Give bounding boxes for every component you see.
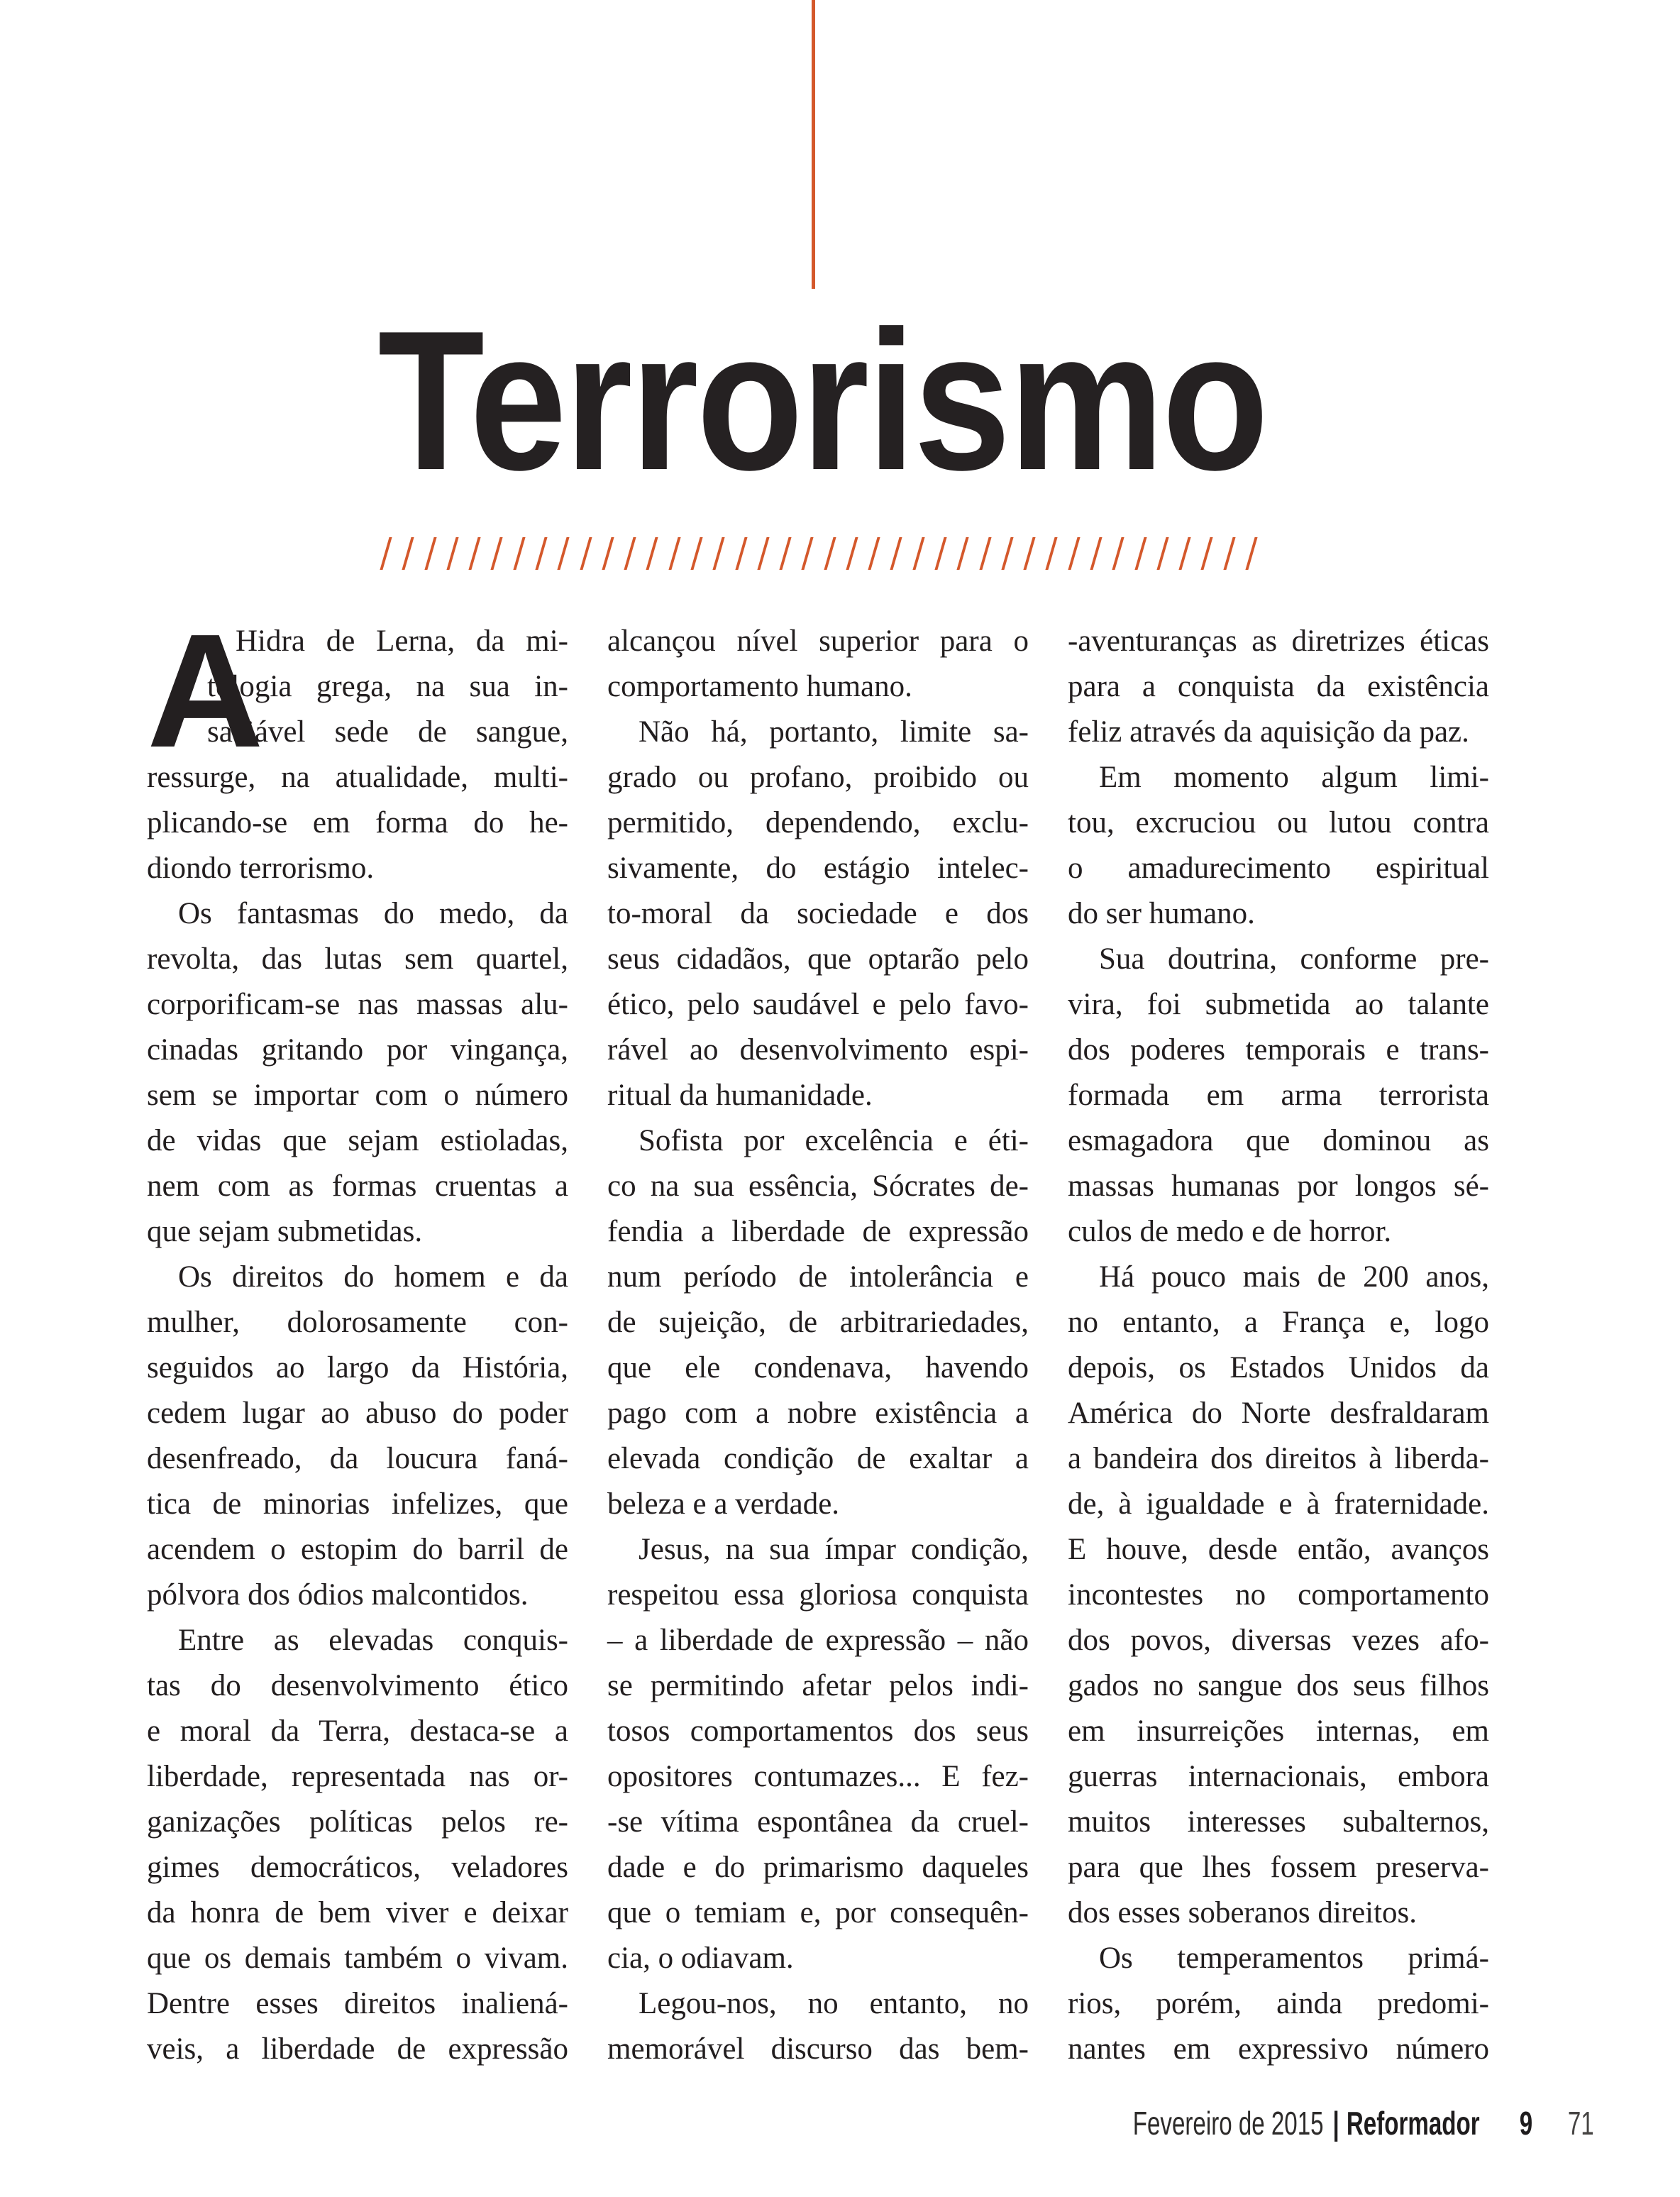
text-line: Sofista por excelência e éti- (639, 1124, 1029, 1157)
text-line: para a conquista da existência (1068, 670, 1489, 703)
slash-mark (1179, 537, 1191, 570)
slash-mark (513, 537, 525, 570)
text-line: Há pouco mais de 200 anos, (1099, 1260, 1489, 1294)
text-line: Em momento algum limi- (1099, 761, 1489, 794)
slash-mark (1068, 537, 1080, 570)
text-line: cia, o odiavam. (607, 1942, 794, 1975)
text-line: dos povos, diversas vezes afo- (1068, 1624, 1489, 1657)
slash-mark (1245, 537, 1257, 570)
slash-mark (402, 537, 414, 570)
slash-mark (802, 537, 814, 570)
text-line: tosos comportamentos dos seus (607, 1714, 1029, 1748)
text-line: liberdade, representada nas or- (147, 1760, 568, 1793)
text-line: em insurreições internas, em (1068, 1714, 1489, 1748)
text-line: Dentre esses direitos inaliená- (147, 1987, 568, 2020)
text-line: dos esses soberanos direitos. (1068, 1896, 1418, 1929)
text-line: pago com a nobre existência a (607, 1397, 1029, 1430)
slash-mark (469, 537, 481, 570)
text-line: Hidra de Lerna, da mi- (236, 624, 568, 658)
text-line: grado ou profano, proibido ou (607, 761, 1029, 794)
text-line: cinadas gritando por vingança, (147, 1033, 568, 1067)
text-line: sivamente, do estágio intelec- (607, 852, 1029, 885)
article-title: Terrorismo (377, 290, 1267, 512)
text-line: de, à igualdade e à fraternidade. (1068, 1487, 1489, 1521)
text-line: diondo terrorismo. (147, 852, 375, 885)
slash-mark (380, 537, 392, 570)
slash-mark (1112, 537, 1124, 570)
text-line: seguidos ao largo da História, (147, 1351, 568, 1384)
text-line: formada em arma terrorista (1068, 1079, 1489, 1112)
text-line: no entanto, a França e, logo (1068, 1306, 1489, 1339)
text-line: mulher, dolorosamente con- (147, 1306, 568, 1339)
text-line: do ser humano. (1068, 897, 1255, 930)
text-line: esmagadora que dominou as (1068, 1124, 1489, 1157)
footer-separator: | (1332, 2105, 1340, 2142)
footer-issue-date: Fevereiro de 2015 (1133, 2105, 1324, 2142)
text-line: rios, porém, ainda predomi- (1068, 1987, 1489, 2020)
slash-mark (779, 537, 791, 570)
text-line: de sujeição, de arbitrariedades, (607, 1306, 1029, 1339)
text-line: nem com as formas cruentas a (147, 1169, 568, 1203)
text-line: tas do desenvolvimento ético (147, 1669, 568, 1702)
text-line: cedem lugar ao abuso do poder (147, 1397, 568, 1430)
slash-mark (690, 537, 702, 570)
text-line: acendem o estopim do barril de (147, 1533, 568, 1566)
text-line: alcançou nível superior para o (607, 624, 1029, 658)
text-line: – a liberdade de expressão – não (607, 1624, 1029, 1657)
text-line: Os temperamentos primá- (1099, 1942, 1489, 1975)
text-line: Os fantasmas do medo, da (178, 897, 568, 930)
slash-mark (1134, 537, 1146, 570)
text-line: gados no sangue dos seus filhos (1068, 1669, 1489, 1702)
text-line: da honra de bem viver e deixar (147, 1896, 568, 1929)
article-columns (147, 601, 1489, 2072)
text-line: revolta, das lutas sem quartel, (147, 942, 568, 976)
text-line: -se vítima espontânea da cruel- (607, 1805, 1029, 1839)
text-line: gimes democráticos, veladores (147, 1851, 568, 1884)
slash-mark (1156, 537, 1168, 570)
text-line: tologia grega, na sua in- (207, 670, 568, 703)
text-line: muitos interesses subalternos, (1068, 1805, 1489, 1839)
text-line: que os demais também o vivam. (147, 1942, 568, 1975)
slash-mark (1201, 537, 1213, 570)
text-line: que ele condenava, havendo (607, 1351, 1029, 1384)
text-line: dade e do primarismo daqueles (607, 1851, 1029, 1884)
slash-mark (1024, 537, 1036, 570)
text-line: ritual da humanidade. (607, 1079, 873, 1112)
text-line: E houve, desde então, avanços (1068, 1533, 1489, 1566)
text-column-1 (147, 601, 568, 2072)
slash-mark (757, 537, 769, 570)
slash-mark (957, 537, 969, 570)
text-line: ganizações políticas pelos re- (147, 1805, 568, 1839)
slash-divider (385, 537, 1253, 570)
text-line: e moral da Terra, destaca-se a (147, 1714, 568, 1748)
footer-magazine-name: Reformador (1347, 2105, 1480, 2142)
text-line: num período de intolerância e (607, 1260, 1029, 1294)
text-line: pólvora dos ódios malcontidos. (147, 1578, 529, 1612)
text-line: seus cidadãos, que optarão pelo (607, 942, 1029, 976)
top-vertical-line-decoration (812, 0, 815, 289)
text-line: co na sua essência, Sócrates de- (607, 1169, 1029, 1203)
slash-mark (1223, 537, 1235, 570)
text-line: Jesus, na sua ímpar condição, (639, 1533, 1029, 1566)
text-line: que sejam submetidas. (147, 1215, 423, 1248)
text-line: guerras internacionais, embora (1068, 1760, 1489, 1793)
slash-mark (580, 537, 592, 570)
text-line: corporificam-se nas massas alu- (147, 988, 568, 1021)
slash-mark (424, 537, 436, 570)
text-line: permitido, dependendo, exclu- (607, 806, 1029, 839)
text-line: Os direitos do homem e da (178, 1260, 568, 1294)
text-line: culos de medo e de horror. (1068, 1215, 1392, 1248)
drop-cap: A (147, 601, 264, 781)
slash-mark (824, 537, 836, 570)
footer-folio-number: 71 (1568, 2105, 1594, 2142)
text-line: respeitou essa gloriosa conquista (607, 1578, 1029, 1612)
slash-mark (602, 537, 614, 570)
text-line: o amadurecimento espiritual (1068, 852, 1489, 885)
text-line: massas humanas por longos sé- (1068, 1169, 1489, 1203)
slash-mark (668, 537, 680, 570)
text-line: rável ao desenvolvimento espi- (607, 1033, 1029, 1067)
slash-mark (713, 537, 725, 570)
text-line: plicando-se em forma do he- (147, 806, 568, 839)
text-line: -aventuranças as diretrizes éticas (1068, 624, 1489, 658)
text-line: Entre as elevadas conquis- (178, 1624, 568, 1657)
slash-mark (735, 537, 747, 570)
slash-mark (912, 537, 924, 570)
text-line: fendia a liberdade de expressão (607, 1215, 1029, 1248)
slash-mark (979, 537, 991, 570)
text-line: to-moral da sociedade e dos (607, 897, 1029, 930)
text-line: tica de minorias infelizes, que (147, 1487, 568, 1521)
text-line: opositores contumazes... E fez- (607, 1760, 1029, 1793)
slash-mark (1001, 537, 1013, 570)
slash-mark (1090, 537, 1102, 570)
text-line: para que lhes fossem preserva- (1068, 1851, 1489, 1884)
text-line: veis, a liberdade de expressão (147, 2032, 568, 2066)
text-line: América do Norte desfraldaram (1068, 1397, 1489, 1430)
slash-mark (624, 537, 636, 570)
slash-mark (846, 537, 858, 570)
text-line: comportamento humano. (607, 670, 912, 703)
text-line: memorável discurso das bem- (607, 2032, 1029, 2066)
text-line: Não há, portanto, limite sa- (639, 715, 1029, 749)
text-line: feliz através da aquisição da paz. (1068, 715, 1469, 749)
slash-mark (868, 537, 880, 570)
text-line: depois, os Estados Unidos da (1068, 1351, 1489, 1384)
page-footer (1133, 2105, 1594, 2141)
slash-mark (934, 537, 946, 570)
footer-page-number: 9 (1520, 2105, 1533, 2142)
text-line: tou, excruciou ou lutou contra (1068, 806, 1489, 839)
text-line: beleza e a verdade. (607, 1487, 840, 1521)
slash-mark (446, 537, 458, 570)
text-column-2 (607, 619, 1029, 2072)
text-line: vira, foi submetida ao talante (1068, 988, 1489, 1021)
text-line: sem se importar com o número (147, 1079, 568, 1112)
text-line: a bandeira dos direitos à liberda- (1068, 1442, 1489, 1475)
text-line: ressurge, na atualidade, multi- (147, 761, 568, 794)
slash-mark (646, 537, 658, 570)
slash-mark (535, 537, 547, 570)
slash-mark (890, 537, 902, 570)
text-line: saciável sede de sangue, (207, 715, 568, 749)
text-line: Legou-nos, no entanto, no (639, 1987, 1029, 2020)
text-line: nantes em expressivo número (1068, 2032, 1489, 2066)
text-line: incontestes no comportamento (1068, 1578, 1489, 1612)
text-line: dos poderes temporais e trans- (1068, 1033, 1489, 1067)
text-line: desenfreado, da loucura faná- (147, 1442, 568, 1475)
text-column-3 (1068, 619, 1489, 2072)
text-line: elevada condição de exaltar a (607, 1442, 1029, 1475)
slash-mark (1046, 537, 1058, 570)
text-line: ético, pelo saudável e pelo favo- (607, 988, 1029, 1021)
text-line: que o temiam e, por consequên- (607, 1896, 1029, 1929)
text-line: de vidas que sejam estioladas, (147, 1124, 568, 1157)
slash-mark (491, 537, 503, 570)
text-line: Sua doutrina, conforme pre- (1099, 942, 1489, 976)
slash-mark (558, 537, 570, 570)
text-line: se permitindo afetar pelos indi- (607, 1669, 1029, 1702)
